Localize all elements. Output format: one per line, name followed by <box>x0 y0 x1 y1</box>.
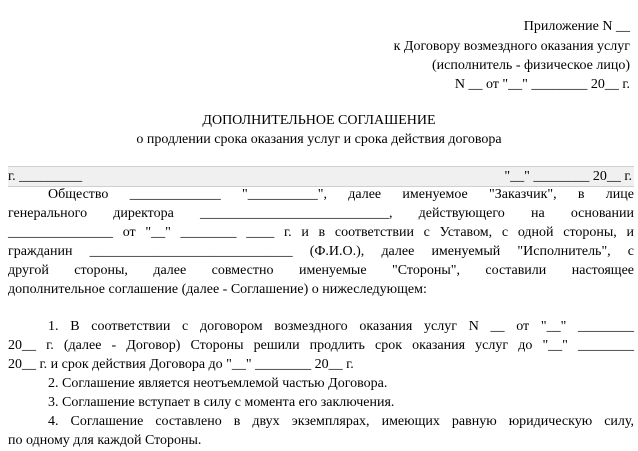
date-field: "__" ________ 20__ г. <box>504 169 632 184</box>
preamble-line: другой стороны, далее совместно именуемые "Стороны", составили настоящее <box>8 263 634 278</box>
clause-1-line: 20__ г. и срок действия Договора до "__" ________ 20__ г. <box>8 357 354 372</box>
appendix-contract-type: (исполнитель - физическое лицо) <box>431 58 630 73</box>
preamble-line: Общество _____________ "__________", далее именуемое "Заказчик", в лице <box>48 187 634 202</box>
preamble-line: гражданин _____________________________ (Ф.И.О.), далее именуемый "Исполнитель", с <box>8 244 634 259</box>
appendix-contract-date: N __ от "__" ________ 20__ г. <box>454 77 630 92</box>
preamble-line: генерального директора ___________________________, действующего на основании <box>8 206 634 221</box>
appendix-number: Приложение N __ <box>523 19 630 34</box>
document-title: ДОПОЛНИТЕЛЬНОЕ СОГЛАШЕНИЕ <box>202 113 436 128</box>
appendix-contract-reference: к Договору возмездного оказания услуг <box>393 39 630 54</box>
place-date-bar <box>8 166 634 187</box>
clause-2: 2. Соглашение является неотъемлемой частью Договора. <box>48 376 388 391</box>
clause-1-line: 1. В соответствии с договором возмездного оказания услуг N __ от "__" ________ <box>48 319 634 334</box>
clause-4-line: по одному для каждой Стороны. <box>8 433 202 448</box>
preamble-line: _______________ от "__" ________ ____ г. и в соответствии с Уставом, с одной стороны, и <box>8 225 634 240</box>
clause-1-line: 20__ г. (далее - Договор) Стороны решили продлить срок оказания услуг до "__" ________ <box>8 338 634 353</box>
place-field: г. _________ <box>8 169 83 184</box>
document-subtitle: о продлении срока оказания услуг и срока действия договора <box>136 132 502 147</box>
clause-3: 3. Соглашение вступает в силу с момента его заключения. <box>48 395 395 410</box>
preamble-line: дополнительное соглашение (далее - Соглашение) о нижеследующем: <box>8 282 427 297</box>
clause-4-line: 4. Соглашение составлено в двух экземплярах, имеющих равную юридическую силу, <box>48 414 634 429</box>
